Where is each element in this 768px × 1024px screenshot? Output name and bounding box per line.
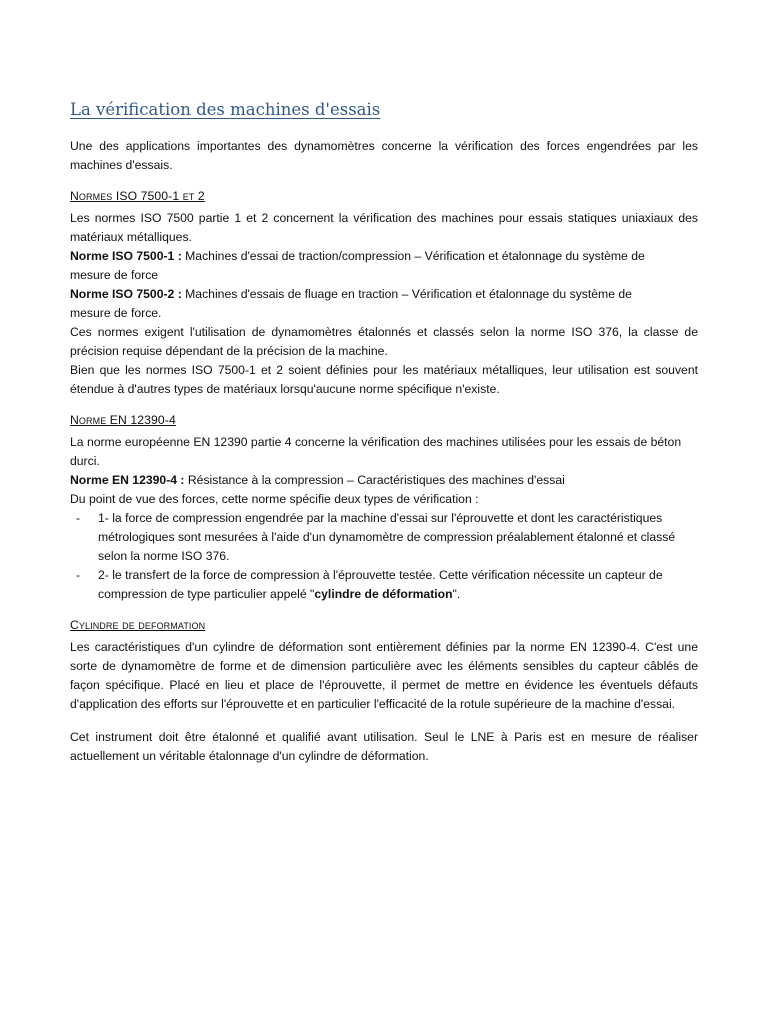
verification-list xyxy=(70,509,698,604)
cylindre-paragraph: Les caractéristiques d'un cylindre de déformation sont entièrement définies par la norme EN 12390-4. C'est une sorte de dynamomètre de forme et de dimension particulière avec les éléments sensibles du capteur câblés de façon spécifique. Placé en lieu et place de l'éprouvette, il permet de mettre en évidence les éventuels défauts d'application des efforts sur l'éprouvette et en particulier l'efficacité de la rotule supérieure de la machine d'essai. xyxy=(70,640,698,711)
norme-iso-7500-1-text: Machines d'essai de traction/compression – Vérification et étalonnage du système de mesure de force xyxy=(70,249,645,282)
norme-iso-7500-2-label: Norme ISO 7500-2 : xyxy=(70,287,182,301)
list-item-bold-term: cylindre de déformation xyxy=(314,587,453,601)
iso-376-paragraph: Ces normes exigent l'utilisation de dynamomètres étalonnés et classés selon la norme ISO 376, la classe de précision requise dépendant de la précision de la machine. xyxy=(70,325,698,358)
en-12390-paragraph: La norme européenne EN 12390 partie 4 concerne la vérification des machines utilisées pour les essais de béton durci. xyxy=(70,435,682,468)
iso-7500-paragraph: Les normes ISO 7500 partie 1 et 2 concernent la vérification des machines pour essais statiques uniaxiaux des matériaux métalliques. xyxy=(70,211,698,244)
norme-iso-7500-1-label: Norme ISO 7500-1 : xyxy=(70,249,182,263)
list-item xyxy=(76,509,698,566)
intro-paragraph: Une des applications importantes des dynamomètres concerne la vérification des forces engendrées par les machines d'essais. xyxy=(70,139,698,172)
lne-paragraph: Cet instrument doit être étalonné et qualifié avant utilisation. Seul le LNE à Paris est en mesure de réaliser actuellement un véritable étalonnage d'un cylindre de déformation. xyxy=(70,730,698,763)
norme-iso-7500-2 xyxy=(70,285,698,323)
list-item-text: 1- la force de compression engendrée par la machine d'essai sur l'éprouvette et dont les caractéristiques métrologiques sont mesurées à l'aide d'un dynamomètre de compression préalablement étalonné et classé selon la norme ISO 376. xyxy=(98,511,676,563)
list-item-text-part: ". xyxy=(452,587,461,601)
document-title: La vérification des machines d'essais xyxy=(70,100,381,119)
norme-en-12390-4-label: Norme EN 12390-4 : xyxy=(70,473,185,487)
norme-iso-7500-1 xyxy=(70,247,698,285)
verification-types-paragraph: Du point de vue des forces, cette norme spécifie deux types de vérification : xyxy=(70,492,479,506)
section-heading-cylindre: Cylindre de deformation xyxy=(70,618,206,632)
section-heading-iso-7500: Normes ISO 7500-1 et 2 xyxy=(70,189,205,203)
dash-bullet: - xyxy=(76,568,81,582)
norme-iso-7500-2-text: Machines d'essais de fluage en traction – Vérification et étalonnage du système de mesure de force. xyxy=(70,287,632,320)
list-item xyxy=(76,566,698,604)
list-item-text xyxy=(98,568,663,601)
norme-en-12390-4 xyxy=(70,471,698,490)
dash-bullet: - xyxy=(76,511,81,525)
norme-en-12390-4-text: Résistance à la compression – Caractéristiques des machines d'essai xyxy=(184,473,565,487)
iso-7500-extension-paragraph: Bien que les normes ISO 7500-1 et 2 soient définies pour les matériaux métalliques, leur utilisation est souvent étendue à d'autres types de matériaux lorsqu'aucune norme spécifique n'existe. xyxy=(70,363,698,396)
section-heading-en-12390: Norme EN 12390-4 xyxy=(70,413,176,427)
list-item-text-part: 2- le transfert de la force de compression à l'éprouvette testée. Cette vérification nécessite un capteur de compression de type particulier appelé " xyxy=(98,568,663,601)
